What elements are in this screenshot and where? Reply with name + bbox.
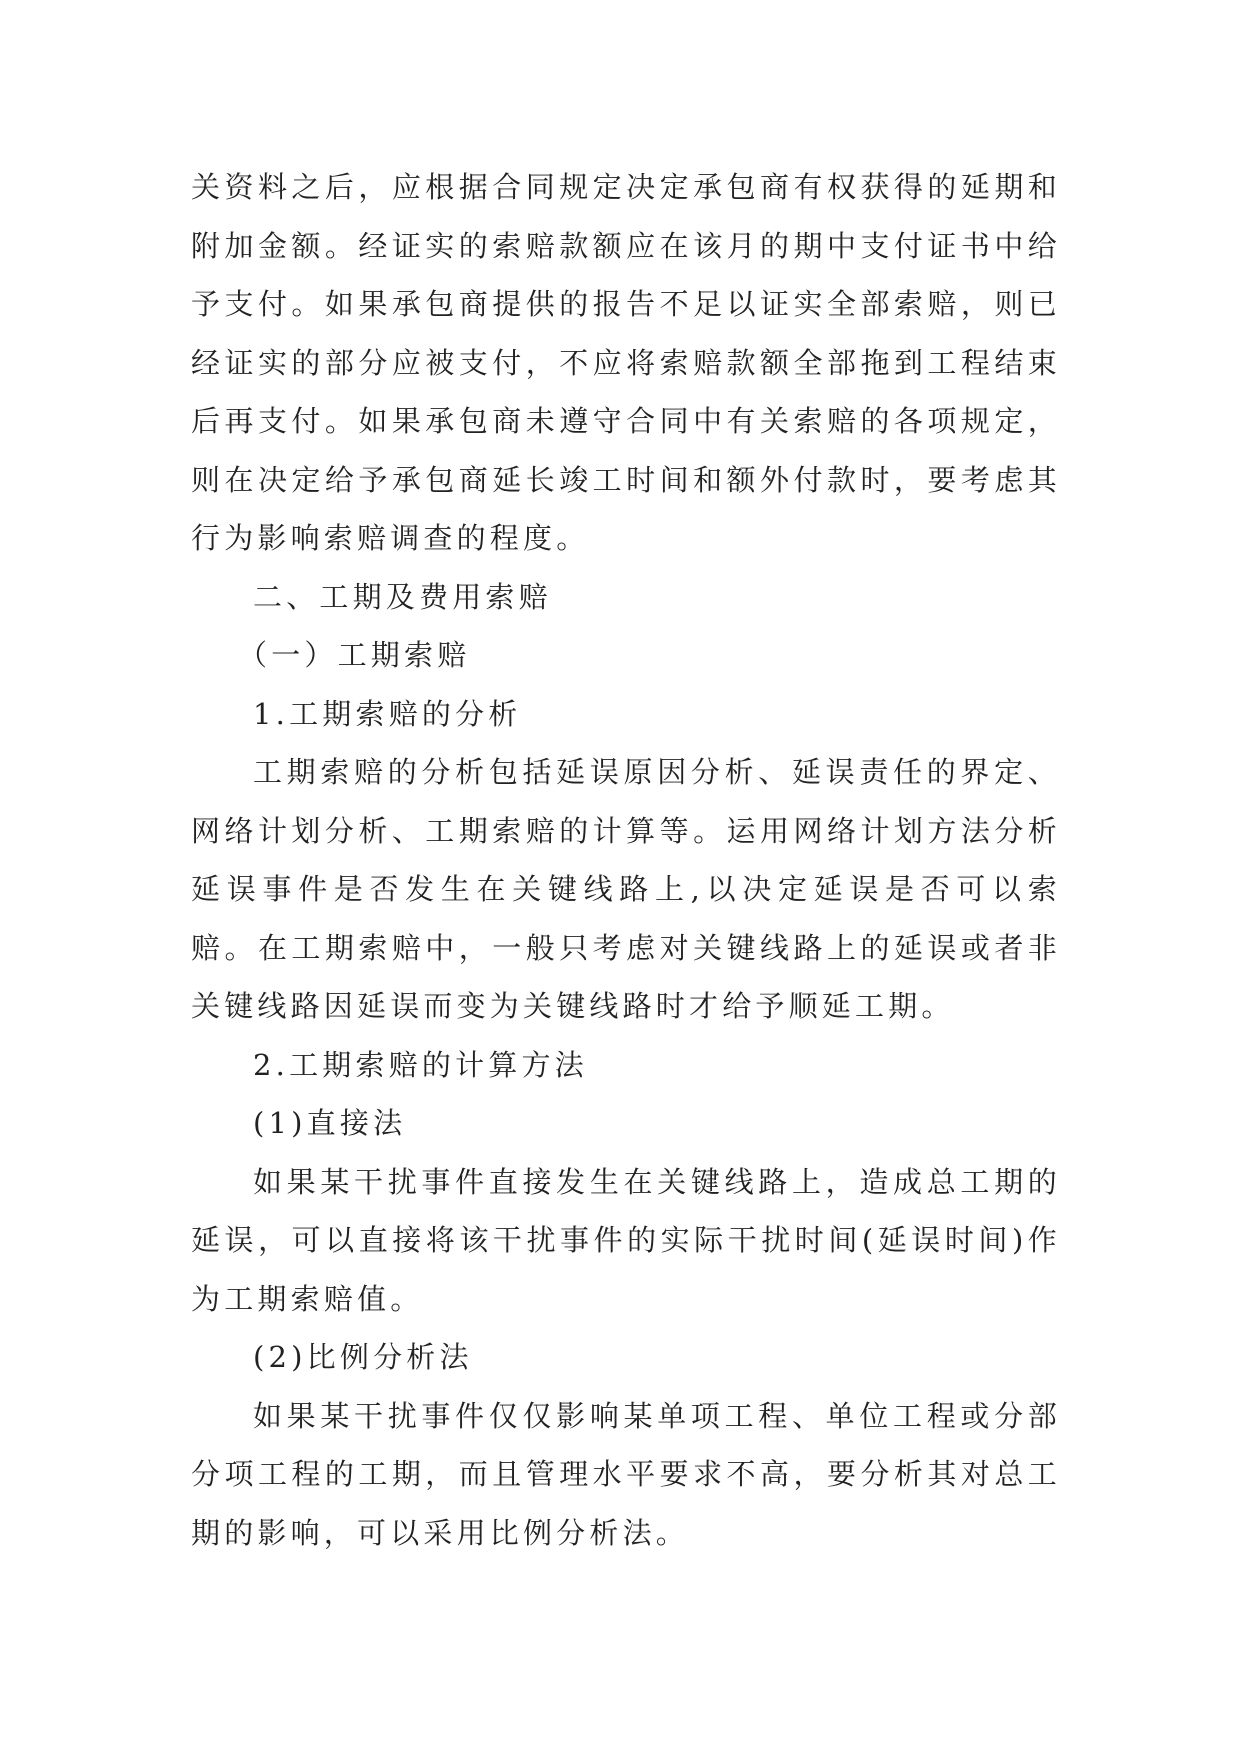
method-heading-direct: (1)直接法 <box>253 1106 407 1140</box>
subsection-heading-schedule-claims: （一）工期索赔 <box>238 638 471 672</box>
paragraph-claim-payment: 关资料之后，应根据合同规定决定承包商有权获得的延期和附加金额。经证实的索赔款额应在该月的期中支付证书中给予支付。如果承包商提供的报告不足以证实全部索赔，则已经证实的部分应被支付，不应将索赔款额全部拖到工程结束后再支付。如果承包商未遵守合同中有关索赔的各项规定，则在决定给予承包商延长竣工时间和额外付款时，要考虑其行为影响索赔调查的程度。 <box>191 170 1061 555</box>
item-heading-claim-analysis: 1.工期索赔的分析 <box>253 696 522 731</box>
method-heading-proportional: (2)比例分析法 <box>253 1340 473 1374</box>
item-heading-calculation-methods: 2.工期索赔的计算方法 <box>253 1047 588 1082</box>
paragraph-direct-method: 如果某干扰事件直接发生在关键线路上，造成总工期的延误，可以直接将该干扰事件的实际干扰时间(延误时间)作为工期索赔值。 <box>191 1164 1061 1316</box>
document-body <box>191 158 1061 1562</box>
section-heading-schedule-cost-claims: 二、工期及费用索赔 <box>253 579 552 614</box>
paragraph-proportional-method: 如果某干扰事件仅仅影响某单项工程、单位工程或分部分项工程的工期，而且管理水平要求不高，要分析其对总工期的影响，可以采用比例分析法。 <box>191 1398 1061 1550</box>
paragraph-claim-analysis: 工期索赔的分析包括延误原因分析、延误责任的界定、网络计划分析、工期索赔的计算等。运用网络计划方法分析延误事件是否发生在关键线路上,以决定延误是否可以索赔。在工期索赔中，一般只考虑对关键线路上的延误或者非关键线路因延误而变为关键线路时才给予顺延工期。 <box>191 755 1061 1023</box>
